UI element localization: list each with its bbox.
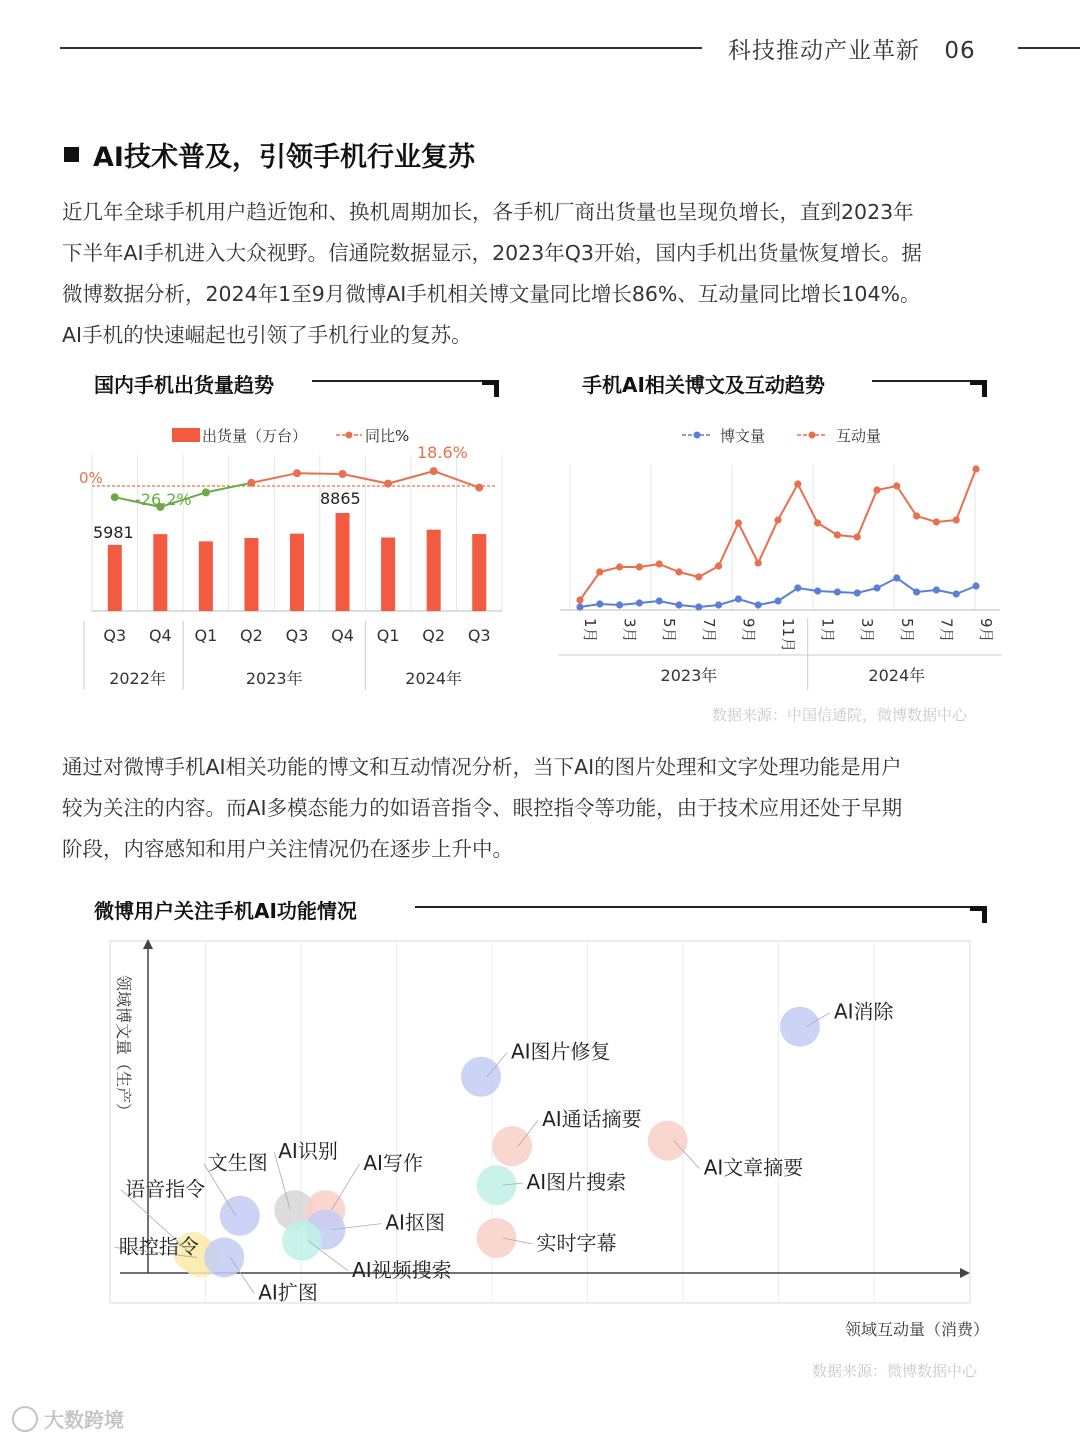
chart2-series-point <box>636 599 643 606</box>
chart1-line-point <box>111 493 119 501</box>
chart2-x-tick-label: 7月 <box>699 618 718 643</box>
chart3-xlabel: 领域互动量（消费） <box>845 1320 990 1339</box>
chart1-max-label: 18.6% <box>417 443 468 462</box>
chart3-point-label: 语音指令 <box>125 1176 206 1201</box>
chart3-bubble <box>492 1126 532 1166</box>
chart2-series-point <box>576 603 583 610</box>
chart2-series-point <box>893 482 900 489</box>
chart2-series-point <box>972 582 979 589</box>
chart2-series-point <box>873 584 880 591</box>
chart3-bubble <box>461 1057 501 1097</box>
chart1-year-label: 2022年 <box>109 669 166 688</box>
header-title-text: 科技推动产业革新 <box>728 38 920 64</box>
chart2-series-point <box>656 560 663 567</box>
chart1-legend <box>172 427 409 445</box>
chart3-bubble <box>648 1121 688 1161</box>
chart2-series-point <box>616 563 623 570</box>
chart3-point-label: AI扩图 <box>258 1280 318 1305</box>
chart2-series-point <box>873 486 880 493</box>
chart1-min-label: -26.2% <box>135 490 192 509</box>
chart1-x-tick-label: Q4 <box>148 626 172 645</box>
chart2-series-point <box>755 559 762 566</box>
chart3-ylabel <box>114 975 133 1119</box>
intro-paragraph <box>62 192 1022 356</box>
chart2-series-point <box>814 519 821 526</box>
chart2-x-tick-label: 11月 <box>779 618 797 653</box>
chart1-x-labels <box>103 626 490 645</box>
watermark-logo-icon <box>12 1406 38 1432</box>
chart1-x-tick-label: Q3 <box>467 626 491 645</box>
chart1-title: 国内手机出货量趋势 <box>94 373 274 397</box>
chart2-series-point <box>576 596 583 603</box>
chart1-zero-label: 0% <box>79 469 103 487</box>
legend-posts-label: 博文量 <box>720 427 766 445</box>
watermark <box>12 1404 124 1433</box>
chart2-series-point <box>953 590 960 597</box>
legend-interactions-label: 互动量 <box>836 427 882 445</box>
chart2-series-point <box>636 563 643 570</box>
chart2-x-tick-label: 7月 <box>937 618 956 643</box>
chart1-bar <box>427 530 441 611</box>
chart2-series-point <box>695 573 702 580</box>
chart3-bubble <box>477 1165 517 1205</box>
chart3-point-label: AI识别 <box>278 1139 338 1164</box>
chart2-series-point <box>972 465 979 472</box>
chart2-series-point <box>675 568 682 575</box>
chart2-series-point <box>913 588 920 595</box>
chart2-series-point <box>596 600 603 607</box>
legend-bar-label: 出货量（万台） <box>202 427 308 445</box>
chart1-bar <box>290 534 304 611</box>
chart2-series-point <box>774 597 781 604</box>
square-bullet-icon <box>64 147 79 162</box>
chart2-trend-chart <box>552 415 1012 700</box>
chart2-x-tick-label: 3月 <box>620 618 639 643</box>
chart3-bubble <box>204 1237 244 1277</box>
legend-line-label: 同比% <box>365 427 410 445</box>
chart3-point-label: 文生图 <box>207 1150 268 1175</box>
chart2-series-point <box>675 601 682 608</box>
chart2-series <box>576 465 979 610</box>
chart2-x-tick-label: 5月 <box>897 618 916 643</box>
paragraph-line: 阶段，内容感知和用户关注情况仍在逐步上升中。 <box>62 837 513 861</box>
chart2-series-point <box>933 586 940 593</box>
paragraph-line: 微博数据分析，2024年1至9月微博AI手机相关博文量同比增长86%、互动量同比增长104%。 <box>62 282 921 306</box>
chart3-point-label: AI消除 <box>833 999 894 1024</box>
chart3-point-label: AI写作 <box>363 1151 423 1176</box>
chart3-point-label: 实时字幕 <box>536 1230 617 1255</box>
chart2-year-label: 2023年 <box>660 666 718 685</box>
chart3-point-label: AI抠图 <box>385 1210 445 1235</box>
chart1-shipment-chart <box>70 415 520 700</box>
chart1-x-tick-label: Q3 <box>285 626 309 645</box>
chart2-x-tick-label: 3月 <box>858 618 877 643</box>
chart2-series-point <box>735 595 742 602</box>
legend-bar-swatch <box>172 428 200 442</box>
chart1-line-point <box>384 480 392 488</box>
chart2-series-point <box>953 516 960 523</box>
chart1-line-point <box>430 467 438 475</box>
analysis-paragraph <box>62 747 1022 870</box>
header-rule-right <box>1018 47 1080 49</box>
chart2-x-labels <box>581 618 995 652</box>
chart3-ylabel-text: 领域博文量（生产） <box>114 975 133 1120</box>
header-title <box>728 32 976 65</box>
chart1-bar <box>199 541 213 611</box>
chart1-corner-mark <box>482 380 499 397</box>
chart1-x-tick-label: Q1 <box>194 626 218 645</box>
chart3-corner-mark <box>970 906 987 923</box>
chart2-x-tick-label: 5月 <box>660 618 679 643</box>
paragraph-line: 通过对微博手机AI相关功能的博文和互动情况分析，当下AI的图片处理和文字处理功能是用户 <box>62 755 902 779</box>
chart1-bar <box>153 534 167 611</box>
chart3-title-rule <box>415 906 980 908</box>
chart2-year-label: 2024年 <box>868 666 926 685</box>
legend-line-marker <box>346 432 353 439</box>
chart2-title-rule <box>872 380 980 382</box>
chart3-bubble <box>780 1007 820 1047</box>
chart3-point-label: 眼控指令 <box>118 1234 199 1259</box>
chart1-line-point <box>339 470 347 478</box>
source-note-2: 数据来源：微博数据中心 <box>812 1362 978 1380</box>
chart2-series-point <box>656 597 663 604</box>
chart1-year-groups <box>84 621 462 690</box>
chart1-bar <box>244 538 258 611</box>
chart1-title-rule <box>312 380 492 382</box>
chart2-series-point <box>755 601 762 608</box>
chart2-x-tick-label: 9月 <box>739 618 758 643</box>
chart3-bubble <box>282 1221 322 1261</box>
chart3-point-label: AI通话摘要 <box>542 1107 642 1132</box>
chart1-line-point <box>293 469 301 477</box>
chart2-series-point <box>794 480 801 487</box>
page-number: 06 <box>944 38 976 64</box>
chart2-series-point <box>715 562 722 569</box>
chart2-x-tick-label: 1月 <box>818 618 837 643</box>
paragraph-line: 较为关注的内容。而AI多模态能力的如语音指令、眼控指令等功能，由于技术应用还处于早期 <box>62 796 903 820</box>
chart2-series-point <box>715 601 722 608</box>
chart1-line-point <box>202 488 210 496</box>
chart2-series-line <box>580 469 976 600</box>
chart1-x-tick-label: Q1 <box>376 626 400 645</box>
chart2-series-point <box>933 518 940 525</box>
chart2-series-point <box>814 587 821 594</box>
paragraph-line: 近几年全球手机用户趋近饱和、换机周期加长，各手机厂商出货量也呈现负增长，直到2023年 <box>62 200 914 224</box>
chart3-point-label: AI视频搜索 <box>352 1257 452 1282</box>
chart1-x-tick-label: Q4 <box>331 626 354 645</box>
chart3-bubble <box>477 1218 517 1258</box>
x-axis-arrow-icon <box>960 1268 970 1278</box>
chart2-series-point <box>596 568 603 575</box>
chart2-series-point <box>834 531 841 538</box>
chart1-year-label: 2024年 <box>405 669 463 688</box>
chart2-series-point <box>695 603 702 610</box>
chart1-x-tick-label: Q3 <box>103 626 127 645</box>
chart1-bar <box>336 513 350 611</box>
chart1-x-tick-label: Q2 <box>240 626 263 645</box>
chart2-series-point <box>735 519 742 526</box>
chart3-leader-line <box>331 1164 359 1210</box>
chart2-series-point <box>616 601 623 608</box>
source-note-1: 数据来源：中国信通院，微博数据中心 <box>712 706 968 724</box>
legend-posts-marker <box>694 432 701 439</box>
chart3-bubble <box>220 1196 260 1236</box>
chart1-line-segment <box>297 473 343 474</box>
chart3-point-label: AI图片修复 <box>510 1039 611 1064</box>
chart3-function-bubble-chart <box>100 935 1000 1355</box>
chart1-year-label: 2023年 <box>245 669 303 688</box>
chart2-x-tick-label: 1月 <box>581 618 599 643</box>
header-rule-left <box>60 47 702 49</box>
chart2-series-point <box>854 589 861 596</box>
legend-interactions-marker <box>809 432 816 439</box>
chart2-x-tick-label: 9月 <box>977 618 995 643</box>
paragraph-line: AI手机的快速崛起也引领了手机行业的复苏。 <box>62 323 472 347</box>
chart2-series-point <box>893 574 900 581</box>
chart2-series-point <box>913 512 920 519</box>
chart2-series-point <box>834 588 841 595</box>
chart2-series-point <box>854 533 861 540</box>
chart2-series-point <box>794 584 801 591</box>
section-title-text: AI技术普及，引领手机行业复苏 <box>93 142 475 173</box>
paragraph-line: 下半年AI手机进入大众视野。信通院数据显示，2023年Q3开始，国内手机出货量恢复增长。据 <box>62 241 922 265</box>
chart3-bubbles <box>115 1000 895 1305</box>
chart1-bar <box>472 534 486 611</box>
watermark-text: 大数跨境 <box>44 1408 124 1432</box>
chart3-point-label: AI文章摘要 <box>703 1155 804 1180</box>
chart2-legend <box>682 427 881 445</box>
chart1-line-point <box>247 479 255 487</box>
chart1-x-tick-label: Q2 <box>422 626 446 645</box>
chart2-title: 手机AI相关博文及互动趋势 <box>582 373 825 397</box>
chart2-corner-mark <box>970 380 987 397</box>
section-title <box>64 135 475 174</box>
chart1-max-bar-label: 8865 <box>320 489 361 508</box>
chart1-bar <box>108 545 122 611</box>
chart1-line-point <box>475 484 483 492</box>
chart1-first-bar-label: 5981 <box>93 523 134 542</box>
chart3-point-label: AI图片搜索 <box>526 1170 627 1195</box>
chart1-bar <box>381 537 395 611</box>
chart3-title: 微博用户关注手机AI功能情况 <box>94 899 357 923</box>
chart1-bars <box>108 513 486 611</box>
chart2-series-point <box>774 516 781 523</box>
